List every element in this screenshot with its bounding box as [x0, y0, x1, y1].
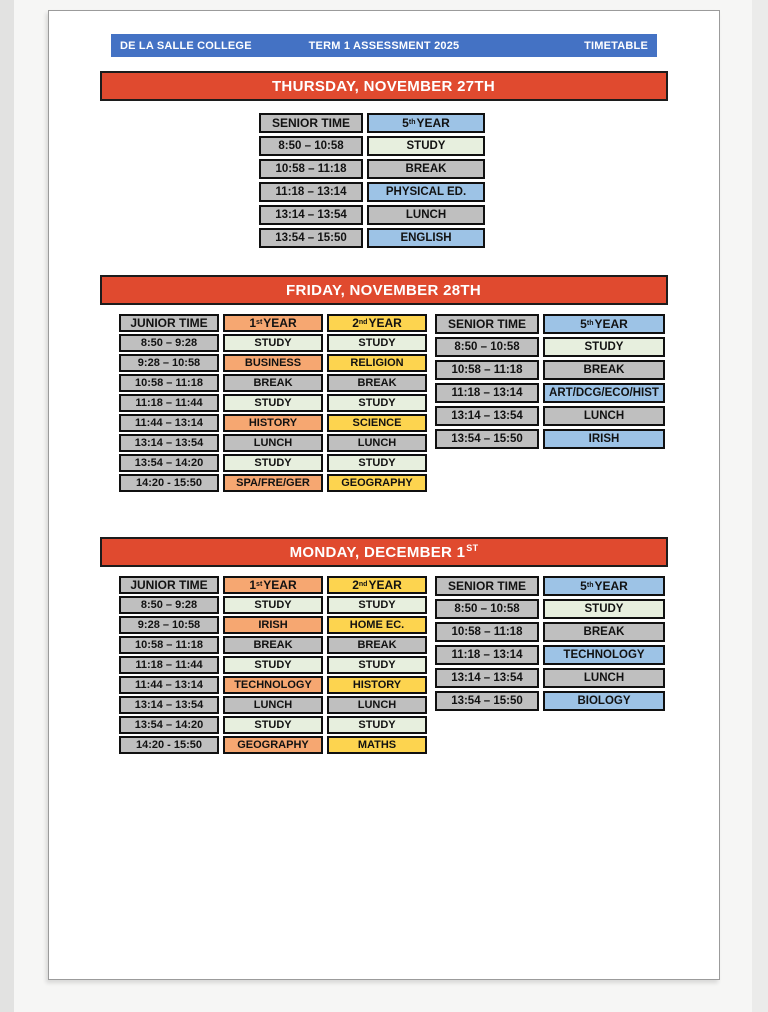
- subject-cell: BREAK: [367, 159, 485, 179]
- table-header-row: [259, 113, 485, 133]
- table-row: [119, 454, 427, 472]
- subject-cell: LUNCH: [543, 406, 665, 426]
- time-cell: 13:14 – 13:54: [119, 696, 219, 714]
- subject-cell: HISTORY: [327, 676, 427, 694]
- subject-cell: GEOGRAPHY: [223, 736, 323, 754]
- table-header-cell: 1 st YEAR: [223, 314, 323, 332]
- table-row: [435, 406, 665, 426]
- subject-cell: LUNCH: [543, 668, 665, 688]
- subject-cell: STUDY: [327, 454, 427, 472]
- subject-cell: STUDY: [327, 716, 427, 734]
- time-cell: 8:50 – 10:58: [259, 136, 363, 156]
- table-row: [435, 360, 665, 380]
- table-row: [259, 136, 485, 156]
- subject-cell: LUNCH: [223, 696, 323, 714]
- photo-background-left: [0, 0, 14, 1012]
- monday-junior-table: [119, 576, 427, 756]
- table-row: [119, 716, 427, 734]
- time-cell: 14:20 - 15:50: [119, 474, 219, 492]
- banner-monday: [100, 537, 668, 567]
- table-header-cell: SENIOR TIME: [435, 576, 539, 596]
- subject-cell: BREAK: [543, 622, 665, 642]
- table-header-row: [119, 314, 427, 332]
- table-header-cell: SENIOR TIME: [259, 113, 363, 133]
- table-header-cell: 5 th YEAR: [543, 314, 665, 334]
- table-row: [119, 596, 427, 614]
- time-cell: 10:58 – 11:18: [259, 159, 363, 179]
- table-row: [119, 394, 427, 412]
- table-row: [259, 228, 485, 248]
- subject-cell: STUDY: [367, 136, 485, 156]
- banner-friday: [100, 275, 668, 305]
- time-cell: 8:50 – 10:58: [435, 337, 539, 357]
- table-row: [435, 383, 665, 403]
- document-page: [48, 10, 720, 980]
- subject-cell: STUDY: [223, 656, 323, 674]
- table-row: [119, 354, 427, 372]
- table-row: [435, 622, 665, 642]
- subject-cell: BREAK: [223, 636, 323, 654]
- term-title: TERM 1 ASSESSMENT 2025: [308, 39, 460, 52]
- subject-cell: TECHNOLOGY: [543, 645, 665, 665]
- table-row: [435, 645, 665, 665]
- time-cell: 10:58 – 11:18: [119, 636, 219, 654]
- table-header-cell: 2 nd YEAR: [327, 314, 427, 332]
- time-cell: 13:54 – 15:50: [259, 228, 363, 248]
- time-cell: 14:20 - 15:50: [119, 736, 219, 754]
- banner-monday-text: MONDAY, DECEMBER 1ST: [289, 543, 479, 561]
- subject-cell: ART/DCG/ECO/HIST: [543, 383, 665, 403]
- subject-cell: STUDY: [327, 334, 427, 352]
- photo-background-right: [752, 0, 768, 1012]
- banner-thursday: [100, 71, 668, 101]
- table-row: [119, 736, 427, 754]
- subject-cell: STUDY: [223, 394, 323, 412]
- subject-cell: IRISH: [543, 429, 665, 449]
- subject-cell: MATHS: [327, 736, 427, 754]
- subject-cell: HISTORY: [223, 414, 323, 432]
- subject-cell: BUSINESS: [223, 354, 323, 372]
- time-cell: 11:18 – 11:44: [119, 394, 219, 412]
- time-cell: 13:14 – 13:54: [119, 434, 219, 452]
- subject-cell: BREAK: [327, 636, 427, 654]
- table-header-cell: 5 th YEAR: [543, 576, 665, 596]
- subject-cell: PHYSICAL ED.: [367, 182, 485, 202]
- table-row: [119, 636, 427, 654]
- time-cell: 13:54 – 14:20: [119, 454, 219, 472]
- subject-cell: SPA/FRE/GER: [223, 474, 323, 492]
- table-header-row: [435, 576, 665, 596]
- table-row: [119, 434, 427, 452]
- subject-cell: STUDY: [327, 656, 427, 674]
- subject-cell: BREAK: [223, 374, 323, 392]
- table-row: [119, 656, 427, 674]
- table-row: [435, 429, 665, 449]
- table-row: [119, 616, 427, 634]
- table-header-cell: JUNIOR TIME: [119, 314, 219, 332]
- friday-junior-table: [119, 314, 427, 494]
- time-cell: 13:14 – 13:54: [435, 406, 539, 426]
- subject-cell: STUDY: [327, 596, 427, 614]
- subject-cell: STUDY: [327, 394, 427, 412]
- time-cell: 9:28 – 10:58: [119, 616, 219, 634]
- time-cell: 10:58 – 11:18: [435, 622, 539, 642]
- timetable-label: TIMETABLE: [584, 39, 648, 52]
- time-cell: 11:18 – 13:14: [435, 645, 539, 665]
- time-cell: 11:44 – 13:14: [119, 414, 219, 432]
- time-cell: 13:54 – 14:20: [119, 716, 219, 734]
- time-cell: 11:18 – 11:44: [119, 656, 219, 674]
- subject-cell: SCIENCE: [327, 414, 427, 432]
- subject-cell: IRISH: [223, 616, 323, 634]
- subject-cell: HOME EC.: [327, 616, 427, 634]
- time-cell: 9:28 – 10:58: [119, 354, 219, 372]
- time-cell: 8:50 – 9:28: [119, 596, 219, 614]
- table-header-cell: SENIOR TIME: [435, 314, 539, 334]
- table-row: [435, 691, 665, 711]
- table-row: [259, 159, 485, 179]
- table-header-cell: 5 th YEAR: [367, 113, 485, 133]
- time-cell: 13:54 – 15:50: [435, 429, 539, 449]
- table-row: [119, 474, 427, 492]
- table-row: [435, 599, 665, 619]
- time-cell: 10:58 – 11:18: [435, 360, 539, 380]
- table-header-cell: 2 nd YEAR: [327, 576, 427, 594]
- subject-cell: STUDY: [543, 337, 665, 357]
- subject-cell: GEOGRAPHY: [327, 474, 427, 492]
- title-bar: [111, 34, 657, 57]
- subject-cell: BIOLOGY: [543, 691, 665, 711]
- time-cell: 13:54 – 15:50: [435, 691, 539, 711]
- subject-cell: LUNCH: [327, 434, 427, 452]
- subject-cell: STUDY: [543, 599, 665, 619]
- time-cell: 10:58 – 11:18: [119, 374, 219, 392]
- subject-cell: LUNCH: [223, 434, 323, 452]
- table-row: [119, 334, 427, 352]
- table-row: [119, 374, 427, 392]
- table-row: [119, 414, 427, 432]
- time-cell: 13:14 – 13:54: [259, 205, 363, 225]
- time-cell: 8:50 – 9:28: [119, 334, 219, 352]
- table-row: [259, 182, 485, 202]
- monday-senior-table: [435, 576, 665, 714]
- subject-cell: TECHNOLOGY: [223, 676, 323, 694]
- table-row: [435, 337, 665, 357]
- time-cell: 11:18 – 13:14: [435, 383, 539, 403]
- table-header-row: [435, 314, 665, 334]
- time-cell: 11:44 – 13:14: [119, 676, 219, 694]
- table-row: [119, 676, 427, 694]
- table-row: [435, 668, 665, 688]
- table-row: [259, 205, 485, 225]
- time-cell: 11:18 – 13:14: [259, 182, 363, 202]
- subject-cell: LUNCH: [327, 696, 427, 714]
- subject-cell: STUDY: [223, 716, 323, 734]
- subject-cell: STUDY: [223, 334, 323, 352]
- table-row: [119, 696, 427, 714]
- school-name: DE LA SALLE COLLEGE: [120, 39, 252, 52]
- banner-friday-text: FRIDAY, NOVEMBER 28TH: [286, 282, 481, 299]
- subject-cell: RELIGION: [327, 354, 427, 372]
- subject-cell: STUDY: [223, 596, 323, 614]
- subject-cell: LUNCH: [367, 205, 485, 225]
- subject-cell: BREAK: [327, 374, 427, 392]
- table-header-cell: JUNIOR TIME: [119, 576, 219, 594]
- table-header-cell: 1 st YEAR: [223, 576, 323, 594]
- subject-cell: ENGLISH: [367, 228, 485, 248]
- subject-cell: STUDY: [223, 454, 323, 472]
- friday-senior-table: [435, 314, 665, 452]
- banner-thursday-text: THURSDAY, NOVEMBER 27TH: [271, 78, 496, 95]
- time-cell: 8:50 – 10:58: [435, 599, 539, 619]
- table-header-row: [119, 576, 427, 594]
- subject-cell: BREAK: [543, 360, 665, 380]
- thursday-senior-table: [259, 113, 485, 251]
- time-cell: 13:14 – 13:54: [435, 668, 539, 688]
